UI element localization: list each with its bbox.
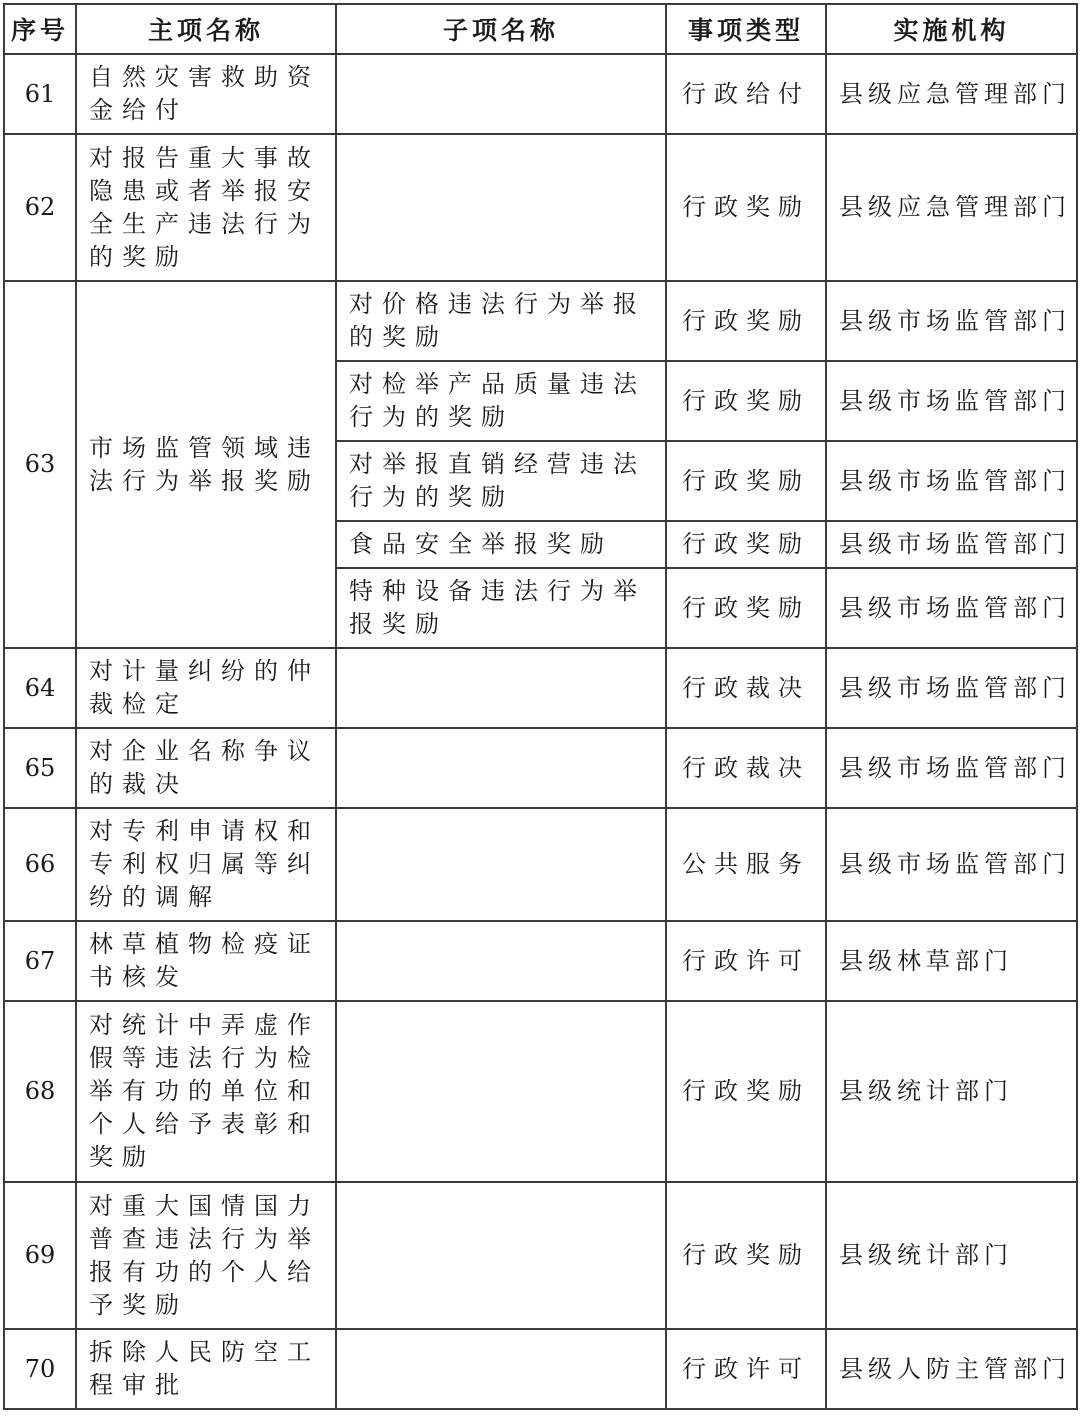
implementing-org: 县级市场监管部门 [826, 441, 1077, 521]
item-type: 行政许可 [666, 921, 826, 1001]
implementing-org: 县级市场监管部门 [826, 568, 1077, 648]
table-row [4, 1329, 1077, 1409]
table-row [4, 54, 1077, 134]
item-type: 行政奖励 [666, 281, 826, 361]
item-type: 行政奖励 [666, 568, 826, 648]
sub-item-name: 对检举产品质量违法行为的奖励 [336, 361, 666, 441]
item-type: 行政奖励 [666, 521, 826, 568]
sub-item-name [336, 921, 666, 1001]
item-type: 行政奖励 [666, 441, 826, 521]
header-num: 序号 [4, 4, 76, 54]
main-item-name: 对统计中弄虚作假等违法行为检举有功的单位和个人给予表彰和奖励 [76, 1001, 336, 1182]
row-number: 65 [4, 728, 76, 808]
implementing-org: 县级林草部门 [826, 921, 1077, 1001]
implementing-org: 县级统计部门 [826, 1001, 1077, 1182]
main-item-name: 林草植物检疫证书核发 [76, 921, 336, 1001]
item-type: 行政奖励 [666, 134, 826, 281]
implementing-org: 县级市场监管部门 [826, 808, 1077, 921]
row-number: 66 [4, 808, 76, 921]
implementing-org: 县级应急管理部门 [826, 134, 1077, 281]
main-item-name: 对报告重大事故隐患或者举报安全生产违法行为的奖励 [76, 134, 336, 281]
table-row [4, 648, 1077, 728]
row-number: 69 [4, 1182, 76, 1329]
row-number: 64 [4, 648, 76, 728]
sub-item-name: 对举报直销经营违法行为的奖励 [336, 441, 666, 521]
implementing-org: 县级市场监管部门 [826, 361, 1077, 441]
item-type: 行政奖励 [666, 361, 826, 441]
item-type: 行政许可 [666, 1329, 826, 1409]
main-item-name: 市场监管领域违法行为举报奖励 [76, 281, 336, 648]
header-sub-item: 子项名称 [336, 4, 666, 54]
sub-item-name [336, 1182, 666, 1329]
table-row [4, 921, 1077, 1001]
sub-item-name [336, 134, 666, 281]
item-type: 行政裁决 [666, 648, 826, 728]
main-item-name: 对重大国情国力普查违法行为举报有功的个人给予奖励 [76, 1182, 336, 1329]
header-main-item: 主项名称 [76, 4, 336, 54]
table-row [4, 281, 1077, 361]
implementing-org: 县级市场监管部门 [826, 728, 1077, 808]
row-number: 67 [4, 921, 76, 1001]
header-row [4, 4, 1077, 54]
main-item-name: 对计量纠纷的仲裁检定 [76, 648, 336, 728]
item-type: 行政奖励 [666, 1001, 826, 1182]
sub-item-name: 对价格违法行为举报的奖励 [336, 281, 666, 361]
implementing-org: 县级市场监管部门 [826, 648, 1077, 728]
header-org: 实施机构 [826, 4, 1077, 54]
sub-item-name [336, 728, 666, 808]
implementing-org: 县级应急管理部门 [826, 54, 1077, 134]
header-item-type: 事项类型 [666, 4, 826, 54]
sub-item-name: 食品安全举报奖励 [336, 521, 666, 568]
sub-item-name [336, 808, 666, 921]
sub-item-name [336, 1001, 666, 1182]
implementing-org: 县级市场监管部门 [826, 281, 1077, 361]
sub-item-name [336, 1329, 666, 1409]
row-number: 61 [4, 54, 76, 134]
item-type: 公共服务 [666, 808, 826, 921]
main-item-name: 对专利申请权和专利权归属等纠纷的调解 [76, 808, 336, 921]
row-number: 68 [4, 1001, 76, 1182]
implementing-org: 县级市场监管部门 [826, 521, 1077, 568]
item-type: 行政奖励 [666, 1182, 826, 1329]
table-row [4, 1001, 1077, 1182]
item-type: 行政给付 [666, 54, 826, 134]
table-row [4, 1182, 1077, 1329]
sub-item-name [336, 648, 666, 728]
sub-item-name: 特种设备违法行为举报奖励 [336, 568, 666, 648]
table-row [4, 134, 1077, 281]
table-row [4, 808, 1077, 921]
items-table [3, 3, 1078, 1410]
sub-item-name [336, 54, 666, 134]
main-item-name: 自然灾害救助资金给付 [76, 54, 336, 134]
implementing-org: 县级人防主管部门 [826, 1329, 1077, 1409]
main-item-name: 拆除人民防空工程审批 [76, 1329, 336, 1409]
main-item-name: 对企业名称争议的裁决 [76, 728, 336, 808]
implementing-org: 县级统计部门 [826, 1182, 1077, 1329]
row-number: 63 [4, 281, 76, 648]
item-type: 行政裁决 [666, 728, 826, 808]
row-number: 62 [4, 134, 76, 281]
row-number: 70 [4, 1329, 76, 1409]
table-row [4, 728, 1077, 808]
